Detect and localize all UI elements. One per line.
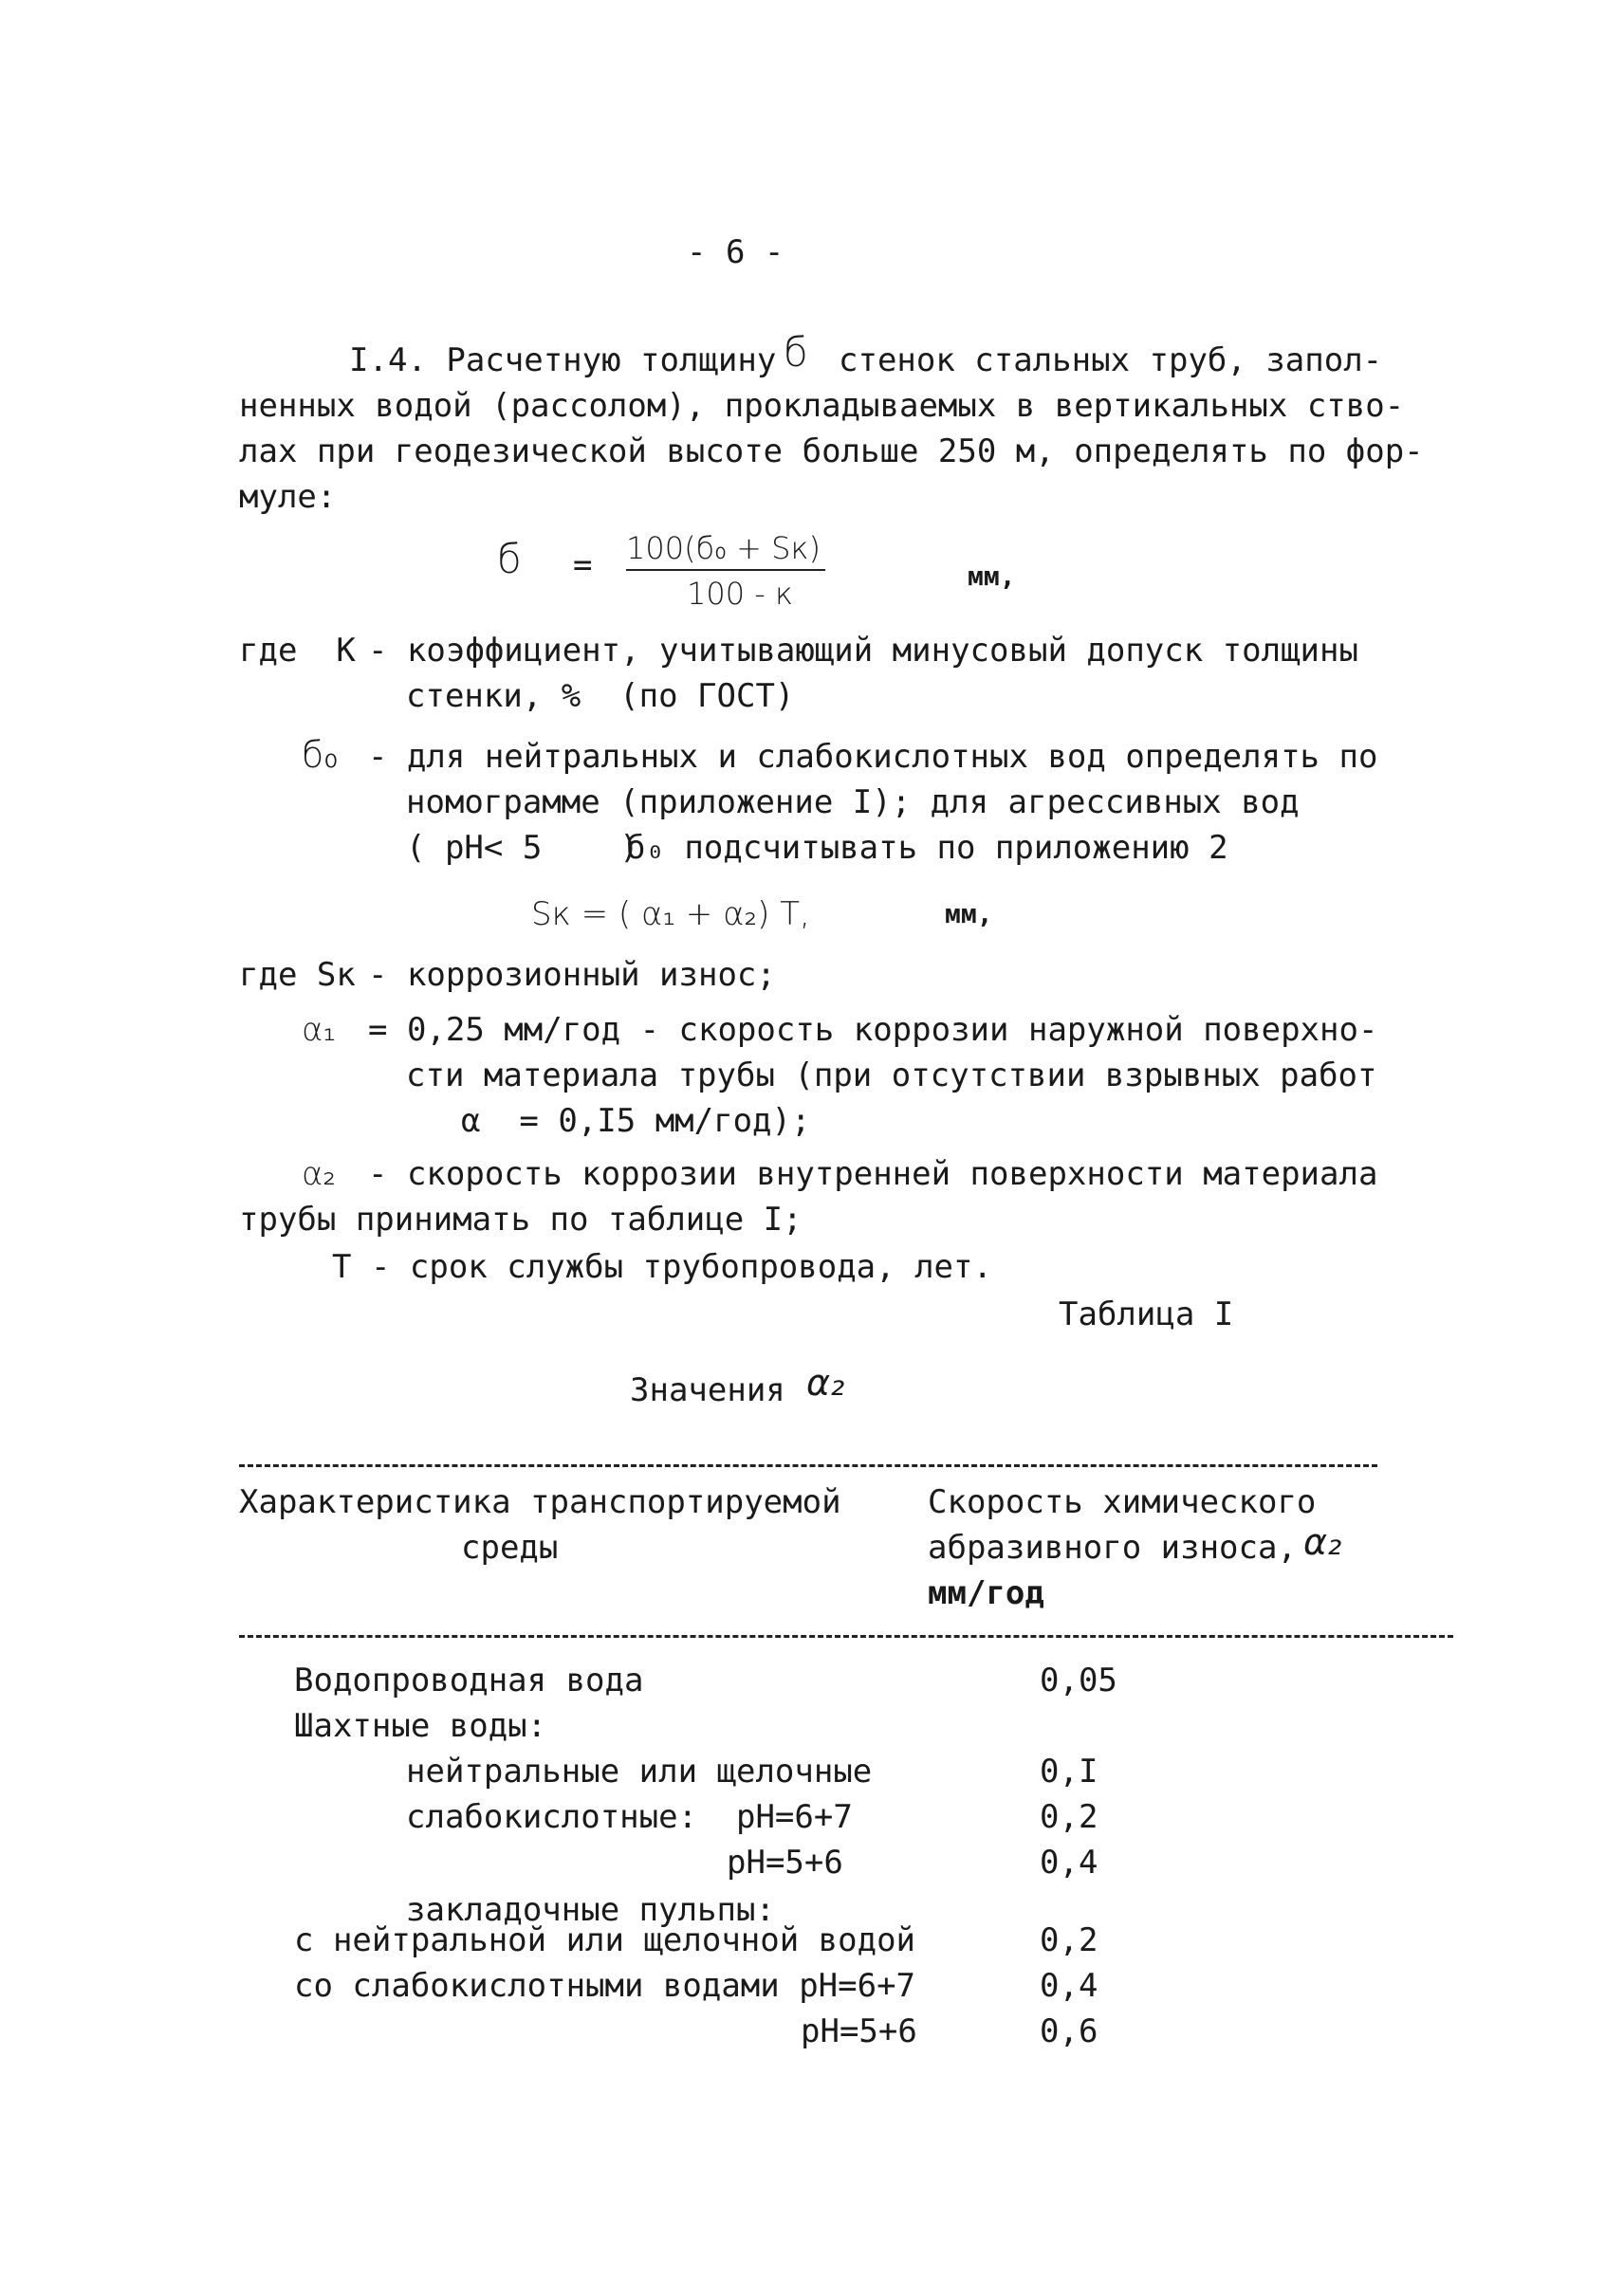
def-alpha1-text-1: = 0,25 мм/год - скорость коррозии наружной поверхно- (368, 1011, 1378, 1049)
def-sk-label: где Sк (239, 956, 356, 994)
para-line-2: ненных водой (рассолом), прокладываемых в вертикальных ство- (239, 387, 1405, 425)
col2-header-line-1: Скорость химического (928, 1483, 1317, 1521)
delta-symbol: б (784, 329, 808, 376)
def-alpha1-symbol: α₁ (302, 1011, 337, 1049)
table-row: рН=5+6 (727, 1844, 843, 1882)
para-line-4: муле: (239, 478, 337, 516)
table-cell-value: 0,2 (1040, 1798, 1098, 1836)
para-line-1: I.4. Расчетную толщину (349, 341, 777, 379)
col2-header-line-2: абразивного износа, (928, 1529, 1297, 1567)
table-cell-value: 0,2 (1040, 1921, 1098, 1959)
def-alpha1-text-3: α = 0,I5 мм/год); (461, 1102, 811, 1140)
table-label: Таблица I (1059, 1295, 1234, 1333)
table-row: с нейтральной или щелочной водой (294, 1921, 916, 1959)
def-alpha1-text-2: сти материала трубы (при отсутствии взрывных работ (406, 1056, 1377, 1094)
table-row: Водопроводная вода (294, 1662, 644, 1699)
table-title-symbol: α₂ (806, 1362, 845, 1404)
def-delta0-symbol: б₀ (302, 734, 339, 776)
table-row: закладочные пульпы: (406, 1891, 775, 1929)
def-alpha2-symbol: α₂ (302, 1155, 337, 1193)
def-k-label: где К (239, 632, 356, 670)
table-top-rule (239, 1464, 1377, 1467)
table-cell-value: 0,4 (1040, 1844, 1098, 1882)
para-line-1b: стенок стальных труб, запол- (839, 341, 1383, 379)
def-alpha2-text-1: - скорость коррозии внутренней поверхности материала (368, 1155, 1378, 1193)
table-row: рН=5+6 (801, 2012, 917, 2050)
table-row: со слабокислотными водами рН=6+7 (294, 1967, 916, 2005)
def-t-text: T - срок службы трубопровода, лет. (332, 1248, 992, 1286)
para-line-3: лах при геодезической высоте больше 250 м, определять по фор- (239, 432, 1424, 470)
formula1-lhs: б (497, 536, 522, 582)
table-header-rule (239, 1635, 1453, 1638)
formula2: Sк = ( α₁ + α₂) T, (531, 895, 810, 933)
def-alpha2-text-2: трубы принимать по таблице I; (239, 1201, 803, 1239)
table-title: Значения (630, 1371, 785, 1409)
formula1-denominator: 100 - к (687, 576, 793, 612)
table-cell-value: 0,4 (1040, 1967, 1098, 2005)
table-row: Шахтные воды: (294, 1707, 547, 1745)
formula1-unit: мм, (968, 560, 1016, 592)
def-k-text-1: - коэффициент, учитывающий минусовый допуск толщины (368, 632, 1358, 670)
formula1-fraction-bar (626, 569, 825, 571)
col2-header-symbol: α₂ (1303, 1521, 1342, 1563)
table-cell-value: 0,6 (1040, 2012, 1098, 2050)
formula2-unit: мм, (945, 898, 993, 929)
col1-header-line-2: среды (461, 1529, 559, 1567)
page-number: - 6 - (687, 233, 784, 271)
def-delta0-text-3a: ( рН< 5 ) (406, 829, 639, 867)
def-delta0-text-3b: б₀ подсчитывать по приложению 2 (626, 829, 1228, 867)
table-row: слабокислотные: рН=6+7 (406, 1798, 853, 1836)
col2-header-line-3: мм/год (928, 1574, 1044, 1612)
table-cell-value: 0,I (1040, 1753, 1098, 1791)
def-k-text-2: стенки, % (по ГОСТ) (406, 677, 795, 715)
formula1-numerator: 100(б₀ + Sк) (626, 530, 821, 566)
col1-header-line-1: Характеристика транспортируемой (239, 1483, 841, 1521)
def-delta0-text-2: номограмме (приложение I); для агрессивных вод (406, 783, 1300, 821)
def-delta0-text-1: - для нейтральных и слабокислотных вод определять по (368, 738, 1378, 776)
def-sk-text: - коррозионный износ; (368, 956, 776, 994)
table-row: нейтральные или щелочные (406, 1753, 873, 1791)
table-cell-value: 0,05 (1040, 1662, 1117, 1699)
formula1-eq: = (573, 546, 593, 584)
